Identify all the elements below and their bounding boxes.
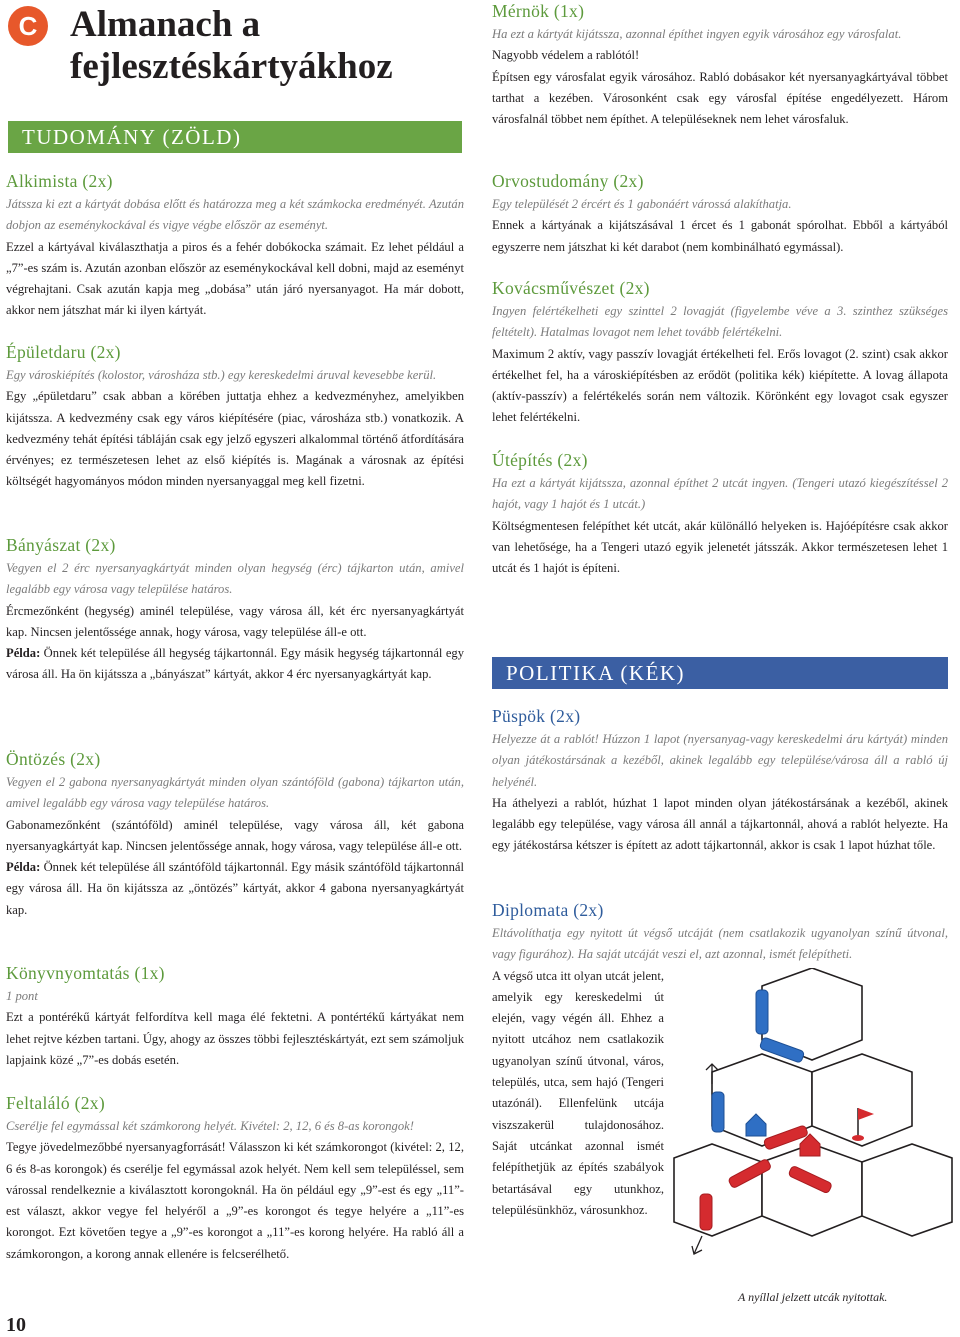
card-title: Bányászat (2x) xyxy=(6,535,116,555)
card-summary: Egy települését 2 ércért és 1 gabonáért várossá alakíthatja. xyxy=(492,197,792,211)
card-title: Öntözés (2x) xyxy=(6,749,101,769)
card-orvostudomany xyxy=(492,170,948,258)
card-title: Mérnök (1x) xyxy=(492,1,585,21)
card-summary: Ha ezt a kártyát kijátssza, azonnal építhet ingyen egyik városához egy városfalat. xyxy=(492,27,902,41)
card-title: Feltaláló (2x) xyxy=(6,1093,105,1113)
card-summary: Cserélje fel egymással két számkorong helyét. Kivétel: 2, 12, 6 és 8-as korongok! xyxy=(6,1119,414,1133)
card-summary: Vegyen el 2 érc nyersanyagkártyát minden olyan hegység (érc) tájkarton után, amivel legalább egy városa vagy települése határos. xyxy=(6,561,464,597)
card-body: Ezzel a kártyával kiválaszthatja a piros és a fehér dobókocka számait. Ez lehet például a „7”-es szám is. Azután azonban először az eseménykockával kell dobni, majd az eseményt végrehajtani. Csak azután kapja meg „dobása” után járó nyersanyagot. Ha már dobott, akkor nem játszhat már ki ilyen kártyát. xyxy=(6,239,464,318)
card-body: Nagyobb védelem a rablótól! Építsen egy városfalat egyik városához. Rabló dobásakor két nyersanyagkártyával többet tarthat a kezében. Városonként csak egy városfal építése engedélyezett. Három városfalnál többet nem építhet. A településeknek nem lehet városfaluk. xyxy=(492,48,948,127)
example-text: Önnek két települése áll hegység tájkartonnál. Egy másik hegység tájkartonnál egy városa áll. Ha ön kijátssza a „bányászat” kártyát, akkor 4 érc nyersanyagkártyát kap. xyxy=(6,646,464,682)
card-utepites xyxy=(492,449,948,579)
card-summary: 1 pont xyxy=(6,989,38,1003)
card-mernok xyxy=(492,0,948,130)
card-body: Ennek a kártyának a kijátszásával 1 ércet és 1 gabonát spórolhat. Ebből a kártyából egyszerre nem játszhat ki két darabot (nem kombinálható egymással). xyxy=(492,218,948,254)
card-title: Orvostudomány (2x) xyxy=(492,171,644,191)
section-header-politics: POLITIKA (KÉK) xyxy=(492,657,948,689)
hex-board-illustration xyxy=(672,968,954,1268)
card-title: Útépítés (2x) xyxy=(492,450,588,470)
card-body: A végső utca itt olyan utcát jelent, amelyik egy kereskedelmi út elején, vagy végén áll. Ehhez a nyitott utcához nem csatlakozik ugyanolyan színű útvonal, város, település, utca, sem hajó (Tengeri utazónál). Ellenfelünk utcája viszszakerül tulajdonosához. Saját utcánkat azonnal ismét felépíthetjük az építés szabályok betartásával egy utunkhoz, településünkhöz, városunkhoz. xyxy=(492,968,664,1217)
card-summary: Vegyen el 2 gabona nyersanyagkártyát minden olyan szántóföld (gabona) tájkarton után, amivel legalább egy városa vagy települése határos. xyxy=(6,775,464,811)
page-title: Almanach a fejlesztéskártyákhoz xyxy=(70,4,393,87)
hex-tile xyxy=(812,1054,912,1146)
card-example xyxy=(6,857,464,921)
page-number: 10 xyxy=(6,1314,26,1336)
card-summary: Helyezze át a rablót! Húzzon 1 lapot (nyersanyag-vagy kereskedelmi áru kártyát) minden olyan játékostársának a kezéből, akinek legalább egy települése/városa áll a rabló új helyénél. xyxy=(492,732,948,789)
blue-road xyxy=(712,1092,724,1132)
card-kovacsmuveszet xyxy=(492,277,948,429)
chapter-badge: C xyxy=(8,6,48,46)
card-title: Püspök (2x) xyxy=(492,706,581,726)
card-body: Maximum 2 aktív, vagy passzív lovagját értékelheti fel. Erős lovagot (2. szint) csak akkor értékelhet fel, ha a városkiépítésben az erődöt (politika kék) kiépítette. A lovag állapota (aktív-passzív) a felértékelés során nem változik. Körönként egy lovagot csak egyszer lehet felértékelni. xyxy=(492,346,948,425)
card-feltalalo xyxy=(6,1092,464,1265)
card-body: Ércmezőnként (hegység) aminél települése, vagy városa áll, két érc nyersanyagkártyát kap. Nincsen jelentőssége annak, hogy városa, vagy települése áll-e ott. xyxy=(6,603,464,639)
card-banyaszat xyxy=(6,534,464,686)
card-body: Gabonamezőnként (szántóföld) aminél települése, vagy városa áll, két gabona nyersanyagkártyát kap. Nincsen jelentőssége annak, hogy városa, vagy települése áll-e ott. xyxy=(6,817,464,853)
card-summary: Egy városkiépítés (kolostor, városháza stb.) egy kereskedelmi áruval kevesebbe kerül. xyxy=(6,368,437,382)
figure-caption: A nyíllal jelzett utcák nyitottak. xyxy=(738,1290,888,1304)
card-summary: Játssza ki ezt a kártyát dobása előtt és határozza meg a két számkocka eredményét. Azután dobjon az eseménykockával és vigye végbe először az eseményt. xyxy=(6,197,464,233)
blue-road xyxy=(756,990,768,1034)
example-text: Önnek két települése áll szántóföld tájkartonnál. Egy másik szántóföld tájkartonnál egy városa áll. Ha ön kijátssza az „öntözés” kártyát, akkor 4 gabona nyersanyagkártyát kap. xyxy=(6,860,464,917)
card-body: Költségmentesen felépíthet két utcát, akár különálló helyeken is. Hajóépítésre csak akkor van lehetősége, ha a Tengeri utazó egyik jelenetét játsszák. Akkor természetesen lehet 1 utcát és 1 hajót is építeni. xyxy=(492,518,948,576)
card-example xyxy=(6,643,464,686)
hex-tile xyxy=(762,1144,862,1236)
card-body: Ezt a pontérékű kártyát felfordítva kell maga élé fektetni. A pontértékű kártyákat nem lehet rejtve kézben tartani. Úgy, ahogy az összes többi fejlesztéskártyát, ezt sem számoljuk lapjaink közé „7”-es dobás esetén. xyxy=(6,1010,464,1067)
card-puspok xyxy=(492,705,948,857)
card-summary: Ha ezt a kártyát kijátssza, azonnal építhet 2 utcát ingyen. (Tengeri utazó kiegészítéssel 2 hajót, vagy 1 hajót és 1 utcát.) xyxy=(492,476,948,512)
example-label: Példa: xyxy=(6,646,41,661)
card-title: Diplomata (2x) xyxy=(492,900,604,920)
card-title: Könyvnyomtatás (1x) xyxy=(6,963,165,983)
card-konyvnyomtatas xyxy=(6,962,464,1071)
card-title: Épületdaru (2x) xyxy=(6,342,121,362)
hex-tile xyxy=(862,1144,952,1236)
card-body: Tegye jövedelmezőbbé nyersanyagforrását! Válasszon ki két számkorongot (kivétel: 2, 12, 6 és 8-as korongok) és cserélje fel egymással azok helyét. Nem kell sem településsel, sem várossal rendelkeznie a kiválasztott korongoknál. Ha ön például egy „9”-est és egy „11”-est választ, akkor vegye fel helyéről a „9”-es korongot és tegye helyére a „11”-es korongot. Ezt követően tegye a „9”-es korongot a „11”-es korong helyére. Ha rabló áll a számkorongon, a korong annak ellenére is felcserélhető. xyxy=(6,1140,464,1261)
card-body: Ha áthelyezi a rablót, húzhat 1 lapot minden olyan játékostársának a kezéből, akinek legalább egy települése, vagy városa áll annál a tájkartonnál, ahová a rablót helyezte. Ha egy játékostársa kétszer is épített az adott tájkartonnál, akkor is csak 1 lapot húzhat tőle. xyxy=(492,795,948,853)
red-road xyxy=(700,1194,712,1230)
card-title: Alkimista (2x) xyxy=(6,171,113,191)
card-body: Egy „épületdaru” csak abban a körében juttatja ehhez a kedvezményhez, amelyikben kijátssza. A kedvezmény csak egy város kiépítésére (piac, városháza stb.) vonatkozik. A kedvezmény tehát építési tábláján csak egy jelző egyszeri alkalommal történő átfordítására érvényes; ez természetesen lehet az első kiépítés is. Magának a városnak az építési költségét hagyományos módon minden nyersanyaggal meg kell fizetni. xyxy=(6,389,464,489)
example-label: Példa: xyxy=(6,860,41,875)
card-summary: Eltávolíthatja egy nyitott út végső utcáját (nem csatlakozik ugyanolyan színű útvonal, vagy figurához). Ha saját utcáját veszi el, azt azonnal, ismét felépítheti. xyxy=(492,926,948,962)
hex-tile xyxy=(674,1144,762,1236)
card-summary: Ingyen felértékelheti egy szinttel 2 lovagját (figyelembe véve a 3. szinthez szükséges feltételt). Hatalmas lovagot nem lehet tovább felértékelni. xyxy=(492,304,948,340)
card-ontozes xyxy=(6,748,464,921)
card-title: Kovácsművészet (2x) xyxy=(492,278,650,298)
card-alkimista xyxy=(6,170,464,322)
section-header-science: TUDOMÁNY (ZÖLD) xyxy=(8,121,462,153)
card-epuletdaru xyxy=(6,341,464,493)
